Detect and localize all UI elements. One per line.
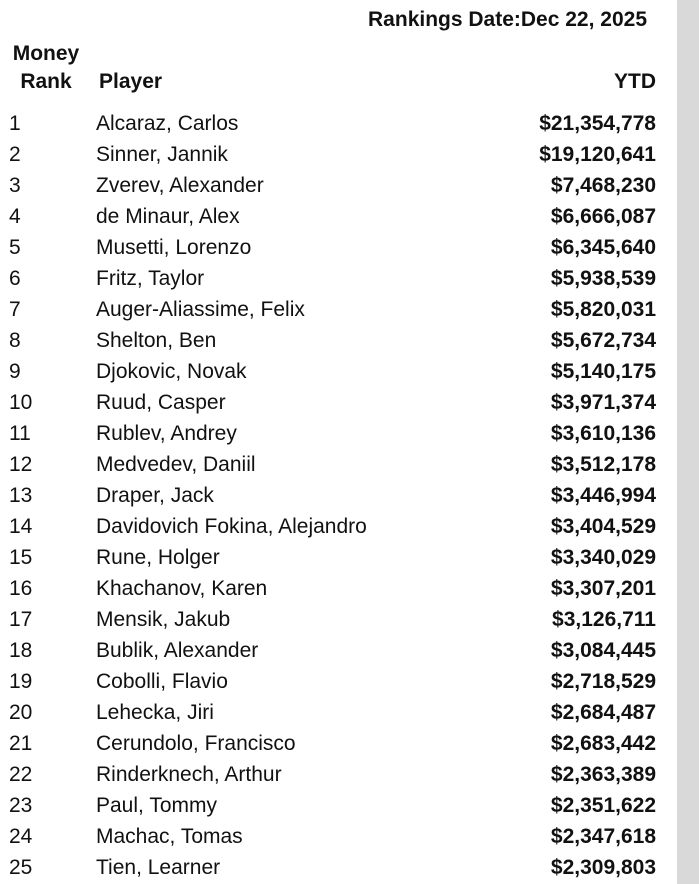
ytd-cell: $2,309,803 [550,856,656,879]
rank-cell: 7 [9,298,21,321]
rank-cell: 13 [9,484,33,507]
table-row [0,356,677,387]
rank-cell: 11 [9,422,31,445]
player-cell: Khachanov, Karen [96,577,268,600]
rank-cell: 1 [9,112,21,135]
rank-cell: 14 [9,515,33,538]
table-row [0,759,677,790]
table-header [0,40,677,96]
ytd-cell: $3,126,711 [552,608,656,631]
rank-cell: 23 [9,794,33,817]
rank-cell: 16 [9,577,33,600]
rank-cell: 4 [9,205,21,228]
player-cell: Lehecka, Jiri [96,701,214,724]
player-cell: Ruud, Casper [96,391,226,414]
table-row [0,294,677,325]
ytd-cell: $2,351,622 [550,794,656,817]
player-cell: Rublev, Andrey [96,422,237,445]
header-player: Player [99,70,163,93]
header-money-label: Money [12,42,80,65]
ytd-cell: $5,820,031 [550,298,656,321]
rank-cell: 8 [9,329,21,352]
table-row [0,325,677,356]
ytd-cell: $5,938,539 [550,267,656,290]
player-cell: Musetti, Lorenzo [96,236,252,259]
rank-cell: 6 [9,267,21,290]
player-cell: Rune, Holger [96,546,220,569]
rank-cell: 20 [9,701,33,724]
player-cell: Fritz, Taylor [96,267,205,290]
table-row [0,604,677,635]
table-row [0,201,677,232]
ytd-cell: $7,468,230 [550,174,656,197]
table-row [0,418,677,449]
rank-cell: 17 [9,608,33,631]
rank-cell: 22 [9,763,33,786]
player-cell: Shelton, Ben [96,329,217,352]
ytd-cell: $21,354,778 [539,112,656,135]
player-cell: Cobolli, Flavio [96,670,228,693]
player-cell: Draper, Jack [96,484,214,507]
ytd-cell: $19,120,641 [539,143,656,166]
ytd-cell: $3,404,529 [550,515,656,538]
player-cell: Paul, Tommy [96,794,217,817]
ytd-cell: $2,347,618 [550,825,656,848]
table-row [0,108,677,139]
rank-cell: 21 [9,732,33,755]
table-row [0,728,677,759]
player-cell: Djokovic, Novak [96,360,247,383]
table-row [0,387,677,418]
rank-cell: 5 [9,236,21,259]
table-row [0,449,677,480]
table-row [0,232,677,263]
player-cell: Davidovich Fokina, Alejandro [96,515,367,538]
ytd-cell: $2,363,389 [550,763,656,786]
ytd-cell: $3,971,374 [550,391,656,414]
player-cell: Bublik, Alexander [96,639,259,662]
rank-cell: 25 [9,856,33,879]
header-ytd: YTD [614,70,656,93]
rank-cell: 9 [9,360,21,383]
ytd-cell: $6,345,640 [550,236,656,259]
player-cell: Alcaraz, Carlos [96,112,239,135]
player-cell: Sinner, Jannik [96,143,228,166]
ytd-cell: $2,718,529 [550,670,656,693]
ytd-cell: $3,084,445 [550,639,656,662]
rankings-date-value: Dec 22, 2025 [520,8,647,31]
player-cell: Cerundolo, Francisco [96,732,296,755]
rank-cell: 15 [9,546,33,569]
rank-cell: 3 [9,174,21,197]
ytd-cell: $5,140,175 [550,360,656,383]
table-row [0,573,677,604]
rank-cell: 2 [9,143,21,166]
rankings-table-body [0,108,677,883]
ytd-cell: $6,666,087 [550,205,656,228]
rank-cell: 18 [9,639,33,662]
ytd-cell: $3,512,178 [550,453,656,476]
player-cell: Medvedev, Daniil [96,453,256,476]
table-row [0,697,677,728]
ytd-cell: $2,683,442 [550,732,656,755]
table-row [0,263,677,294]
player-cell: Mensik, Jakub [96,608,231,631]
player-cell: Zverev, Alexander [96,174,264,197]
ytd-cell: $5,672,734 [550,329,656,352]
scrollbar-track[interactable] [677,0,699,884]
header-rank-label: Rank [20,70,72,93]
player-cell: de Minaur, Alex [96,205,240,228]
player-cell: Rinderknech, Arthur [96,763,282,786]
rank-cell: 12 [9,453,33,476]
rank-cell: 10 [9,391,33,414]
ytd-cell: $3,610,136 [550,422,656,445]
table-row [0,635,677,666]
ytd-cell: $2,684,487 [550,701,656,724]
table-row [0,511,677,542]
rank-cell: 19 [9,670,33,693]
rankings-date-label: Rankings Date: [368,8,521,31]
table-row [0,790,677,821]
table-row [0,170,677,201]
player-cell: Machac, Tomas [96,825,243,848]
table-row [0,542,677,573]
ytd-cell: $3,446,994 [550,484,656,507]
player-cell: Auger-Aliassime, Felix [96,298,305,321]
table-row [0,821,677,852]
table-row [0,480,677,511]
rankings-date [368,8,647,32]
table-row [0,666,677,697]
table-row [0,852,677,883]
header-money-rank [9,40,83,96]
player-cell: Tien, Learner [96,856,221,879]
rank-cell: 24 [9,825,33,848]
ytd-cell: $3,307,201 [550,577,656,600]
ytd-cell: $3,340,029 [550,546,656,569]
table-row [0,139,677,170]
